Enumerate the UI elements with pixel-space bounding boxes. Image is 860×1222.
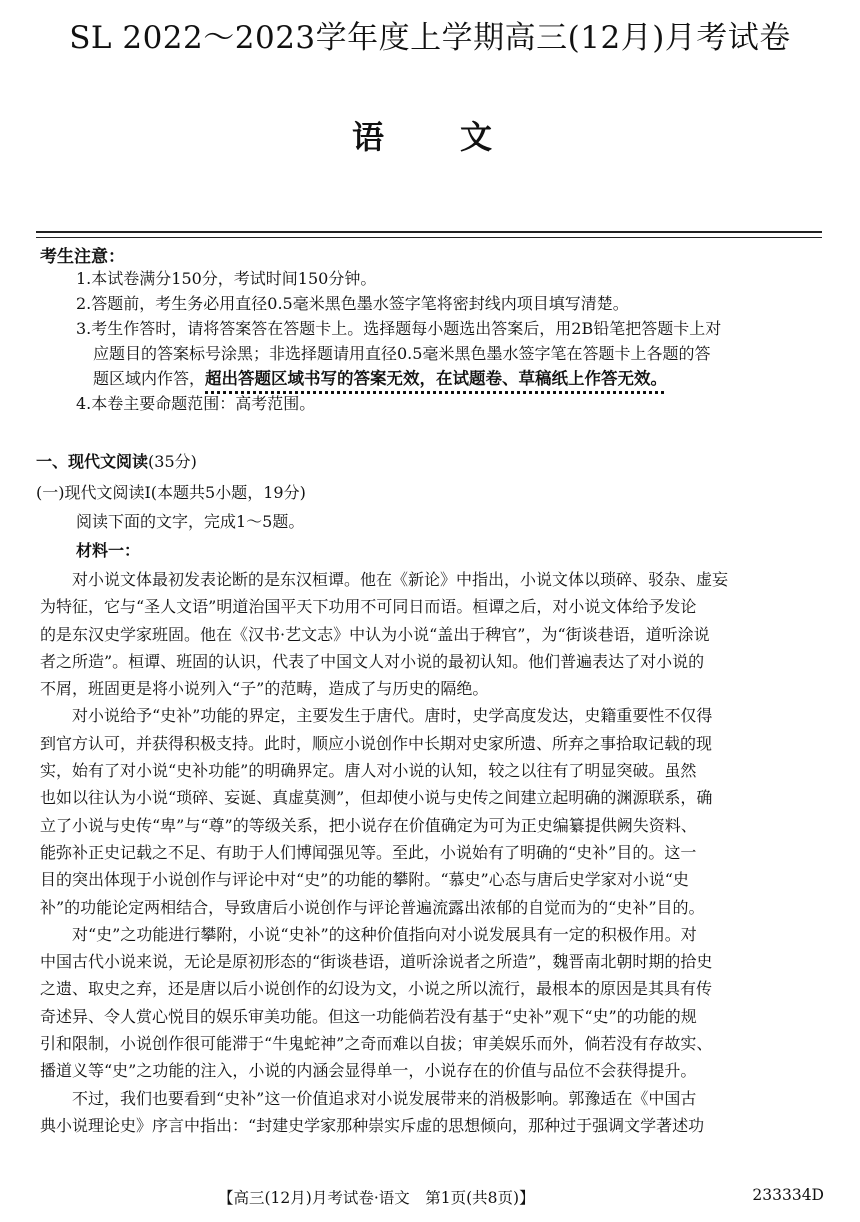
passage-line: 不屑，班固更是将小说列入“子”的范畴，造成了与历史的隔绝。 [40,679,489,699]
passage-line: 实，始有了对小说“史补功能”的明确界定。唐人对小说的认知，较之以往有了明显突破。虽然 [40,761,697,781]
material-label: 材料一： [76,541,141,560]
notice-item-1: 1.本试卷满分150分，考试时间150分钟。 [76,269,377,288]
passage-line: 为特征，它与“圣人文语”明道治国平天下功用不可同日而语。桓谭之后，对小说文体给予发论 [40,597,697,617]
notice-heading: 考生注意： [40,247,125,267]
reading-instruction: 阅读下面的文字，完成1～5题。 [76,512,305,531]
notice-item-2: 2.答题前，考生务必用直径0.5毫米黑色墨水签字笔将密封线内项目填写清楚。 [76,294,629,313]
notice-item-3: 3.考生作答时，请将答案答在答题卡上。选择题每小题选出答案后，用2B铅笔把答题卡上对 [76,319,722,338]
notice-list [76,266,828,416]
header-rule-thick [36,231,822,233]
notice-item-3-end [76,366,828,391]
passage-line: 对小说给予“史补”功能的界定，主要发生于唐代。唐时，史学高度发达，史籍重要性不仅得 [40,706,713,726]
passage-line: 目的突出体现于小说创作与评论中对“史”的功能的攀附。“慕史”心态与唐后史学家对小说“史 [40,870,689,890]
footer-page-info: 【高三(12月)月考试卷·语文 第1页(共8页)】 [218,1189,535,1207]
passage-line: 奇述异、令人赏心悦目的娱乐审美功能。但这一功能倘若没有基于“史补”观下“史”的功能的规 [40,1006,697,1026]
passage-line: 不过，我们也要看到“史补”这一价值追求对小说发展带来的消极影响。郭豫适在《中国古 [40,1088,697,1108]
passage-line: 到官方认可，并获得积极支持。此时，顺应小说创作中长期对史家所遗、所弃之事拾取记载的现 [40,733,713,753]
section-heading [36,449,197,472]
passage-line: 对小说文体最初发表论断的是东汉桓谭。他在《新论》中指出，小说文体以琐碎、驳杂、虚妄 [40,570,729,589]
emphasized-warning: 超出答题区域书写的答案无效，在试题卷、草稿纸上作答无效。 [205,369,668,388]
passage-text [40,566,826,1139]
header-rule-thin [36,237,822,238]
notice-item-4: 4.本卷主要命题范围：高考范围。 [76,394,316,413]
footer-code: 233334D [752,1186,824,1204]
passage-line: 播道义等“史”之功能的注入，小说的内涵会显得单一，小说存在的价值与品位不会获得提升。 [40,1061,697,1081]
passage-line: 能弥补正史记载之不足、有助于人们博闻强见等。至此，小说始有了明确的“史补”目的。这一 [40,842,697,862]
notice-item-3-tail: 题区域内作答， [93,369,206,388]
passage-line: 之遗、取史之弃，还是唐以后小说创作的幻设为文，小说之所以流行，最根本的原因是其具有传 [40,979,713,999]
passage-line: 引和限制，小说创作很可能滞于“牛鬼蛇神”之奇而难以自拔；审美娱乐而外，倘若没有存故实、 [40,1034,713,1054]
passage-line: 立了小说与史传“卑”与“尊”的等级关系，把小说存在价值确定为可为正史编纂提供阙失资料、 [40,815,697,835]
exam-title: SL 2022～2023学年度上学期高三(12月)月考试卷 [69,20,791,56]
passage-line: 者之所造”。桓谭、班固的认识，代表了中国文人对小说的最初认知。他们普遍表达了对小说的 [40,651,705,671]
notice-item-3-cont: 应题目的答案标号涂黑；非选择题请用直径0.5毫米黑色墨水签字笔在答题卡上各题的答 [93,344,711,363]
passage-line: 也如以往认为小说“琐碎、妄诞、真虚莫测”，但却使小说与史传之间建立起明确的渊源联系，确 [40,788,713,808]
subject-title: 语文 [351,118,568,156]
passage-line: 中国古代小说来说，无论是原初形态的“街谈巷语，道听涂说者之所造”，魏晋南北朝时期的拾史 [40,952,713,972]
passage-line: 的是东汉史学家班固。他在《汉书·艺文志》中认为小说“盖出于稗官”，为“街谈巷语，道听涂说 [40,624,710,644]
section-title: 一、现代文阅读 [36,452,149,471]
passage-line: 典小说理论史》序言中指出：“封建史学家那种崇实斥虚的思想倾向，那种过于强调文学著述功 [40,1115,705,1135]
passage-line: 对“史”之功能进行攀附，小说“史补”的这种价值指向对小说发展具有一定的积极作用。对 [40,924,697,944]
subsection-heading: (一)现代文阅读Ⅰ(本题共5小题，19分) [36,483,306,502]
section-points: (35分) [148,452,197,471]
passage-line: 补”的功能论定两相结合，导致唐后小说创作与评论普遍流露出浓郁的自觉而为的“史补”目的。 [40,897,705,917]
